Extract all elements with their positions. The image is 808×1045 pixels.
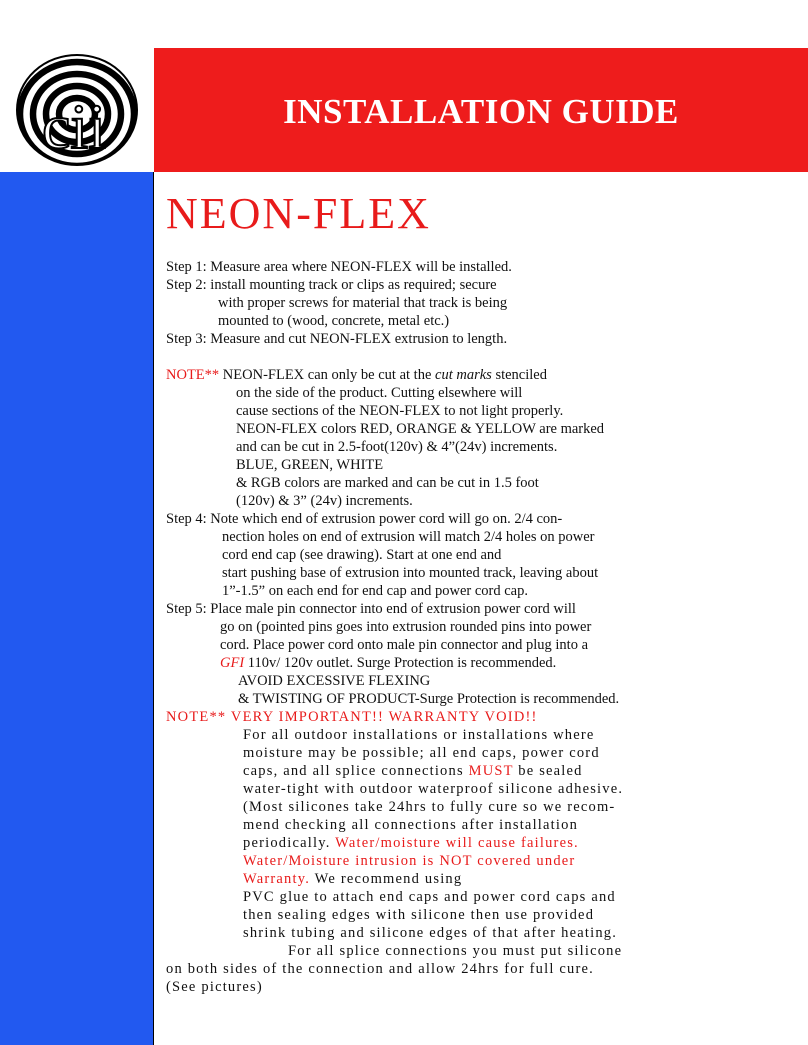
- note-1-line: BLUE, GREEN, WHITE: [236, 457, 384, 473]
- note-1-line: & RGB colors are marked and can be cut in 1.5 foot: [236, 475, 539, 491]
- note-2-line: PVC glue to attach end caps and power cord caps and: [243, 889, 616, 905]
- step-2-line: mounted to (wood, concrete, metal etc.): [218, 313, 450, 329]
- step-4-line: start pushing base of extrusion into mounted track, leaving about: [222, 565, 599, 581]
- note-2-line: water-tight with outdoor waterproof silicone adhesive.: [243, 781, 624, 797]
- header-title: INSTALLATION GUIDE: [283, 92, 679, 131]
- cut-marks-emphasis: cut marks: [435, 367, 492, 383]
- moisture-warning: Warranty.: [243, 871, 311, 887]
- note-1-line: on the side of the product. Cutting elsewhere will: [236, 385, 523, 401]
- note-1-line: and can be cut in 2.5-foot(120v) & 4”(24v) increments.: [236, 439, 558, 455]
- step-5-line: Step 5: Place male pin connector into end of extrusion power cord will: [166, 601, 576, 617]
- sidebar-stripe: [0, 172, 154, 1045]
- step-4-line: cord end cap (see drawing). Start at one end and: [222, 547, 502, 563]
- step-5-line: go on (pointed pins goes into extrusion rounded pins into power: [220, 619, 592, 635]
- note-2-line: then sealing edges with silicone then use provided: [243, 907, 595, 923]
- moisture-warning: Water/moisture will cause failures.: [335, 835, 579, 851]
- step-3: Step 3: Measure and cut NEON-FLEX extrusion to length.: [166, 331, 508, 347]
- document-title: NEON-FLEX: [166, 189, 431, 238]
- note-1-line: NEON-FLEX colors RED, ORANGE & YELLOW are marked: [236, 421, 605, 437]
- moisture-warning: Water/Moisture intrusion is NOT covered under: [243, 853, 576, 869]
- note-2-line: Warranty. We recommend using: [243, 871, 463, 887]
- logo-text: cii: [42, 91, 106, 162]
- note-2-line: on both sides of the connection and allow 24hrs for full cure.: [166, 961, 594, 977]
- step-5-line: AVOID EXCESSIVE FLEXING: [238, 673, 431, 689]
- step-5-line: GFI 110v/ 120v outlet. Surge Protection is recommended.: [220, 655, 557, 671]
- step-5-line: cord. Place power cord onto male pin connector and plug into a: [220, 637, 589, 653]
- note-2-line: shrink tubing and silicone edges of that after heating.: [243, 925, 618, 941]
- note-1-line: NOTE** NEON-FLEX can only be cut at the cut marks stenciled: [166, 367, 547, 383]
- step-2-line: Step 2: install mounting track or clips as required; secure: [166, 277, 497, 293]
- note-2-line: periodically. Water/moisture will cause failures.: [243, 835, 579, 851]
- step-4-line: Step 4: Note which end of extrusion power cord will go on. 2/4 con-: [166, 511, 563, 527]
- step-1: Step 1: Measure area where NEON-FLEX will be installed.: [166, 259, 512, 275]
- note-2-line: For all outdoor installations or installations where: [243, 727, 595, 743]
- warranty-heading: NOTE** VERY IMPORTANT!! WARRANTY VOID!!: [166, 709, 538, 725]
- step-4-line: 1”-1.5” on each end for end cap and power cord cap.: [222, 583, 528, 599]
- note-2-line: mend checking all connections after installation: [243, 817, 579, 833]
- instructions-body: [166, 258, 802, 996]
- must-emphasis: MUST: [468, 763, 514, 779]
- note-1-line: (120v) & 3” (24v) increments.: [236, 493, 413, 509]
- step-5-line: & TWISTING OF PRODUCT-Surge Protection is recommended.: [238, 691, 620, 707]
- note-2-line: caps, and all splice connections MUST be sealed: [243, 763, 583, 779]
- note-2-line: (See pictures): [166, 979, 263, 995]
- gfi-label: GFI: [220, 655, 245, 671]
- note-2-line: For all splice connections you must put silicone: [288, 943, 623, 959]
- step-2-line: with proper screws for material that track is being: [218, 295, 508, 311]
- cii-logo: [8, 46, 158, 170]
- note-2-line: moisture may be possible; all end caps, power cord: [243, 745, 600, 761]
- note-2-line: (Most silicones take 24hrs to fully cure so we recom-: [243, 799, 616, 815]
- step-4-line: nection holes on end of extrusion will match 2/4 holes on power: [222, 529, 595, 545]
- note-label: NOTE**: [166, 367, 220, 383]
- note-1-line: cause sections of the NEON-FLEX to not light properly.: [236, 403, 564, 419]
